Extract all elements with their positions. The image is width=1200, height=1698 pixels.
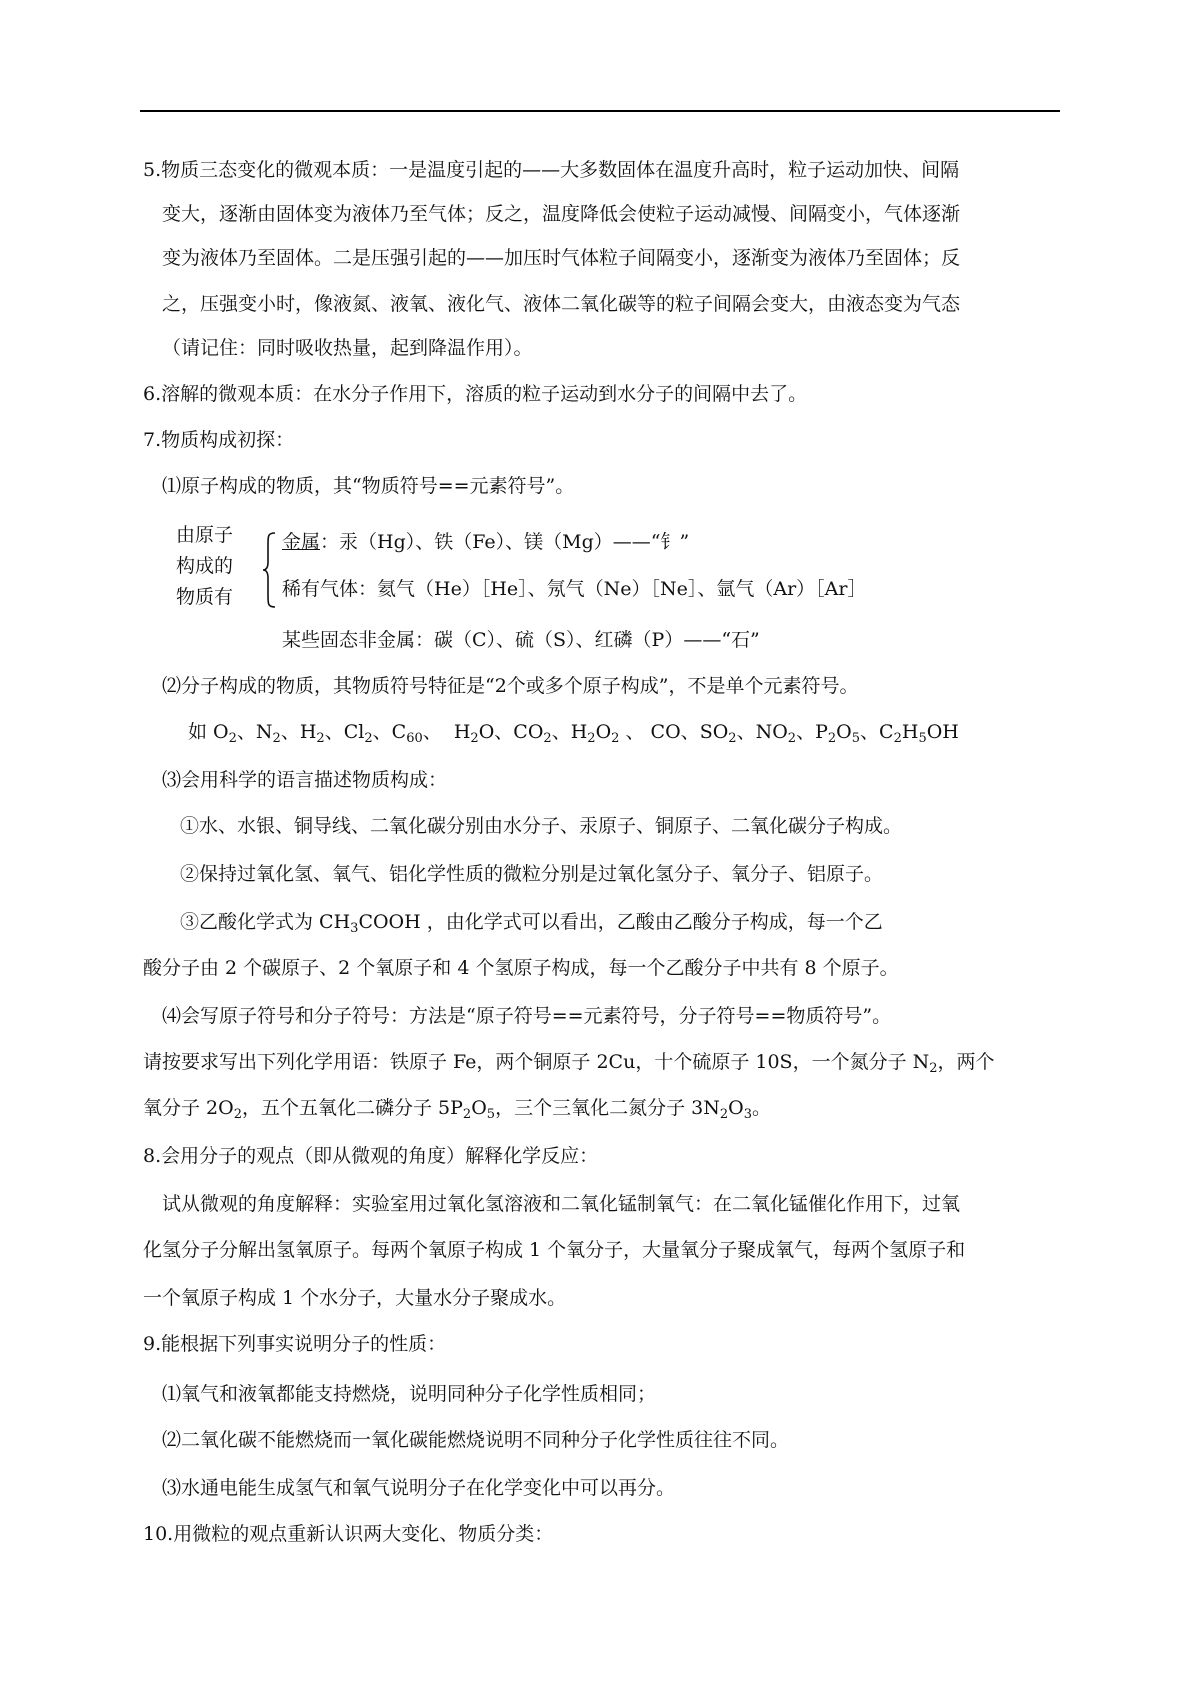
brace-label-2: 构成的	[176, 555, 234, 577]
s9-title: 9.能根据下列事实说明分子的性质：	[143, 1333, 447, 1355]
formula-list: 如 $O_2$、$N_2$、$H_2$、$Cl_2$、$C_{60}$、 $H_2O$、$CO_2$、$H_2O_2$ 、 CO、$SO_2$、$NO_2$、$P_2O_5$、$C_2H_5OH$	[188, 721, 959, 746]
s7-question-line-2: 氧分子 $2O_2$，五个五氧化二磷分子 $5P_2O_5$，三个三氧化二氮分子 $3N_2O_3$。	[143, 1097, 771, 1122]
metal-line	[282, 528, 689, 556]
s8-line-3: 一个氧原子构成 1 个水分子，大量水分子聚成水。	[143, 1287, 567, 1309]
metal-label: 金属	[282, 531, 321, 553]
s8-line-2: 化氢分子分解出氢氧原子。每两个氧原子构成 1 个氧分子，大量氧分子聚成氧气，每两个氢原子和	[143, 1239, 966, 1261]
s7-item-4: ⑷会写原子符号和分子符号：方法是“原子符号==元素符号，分子符号==物质符号”。	[162, 1005, 892, 1027]
rare-gas-line: 稀有气体：氦气（He）［He］、氖气（Ne）［Ne］、氩气（Ar）［Ar］	[282, 578, 867, 600]
s9-item-2: ⑵二氧化碳不能燃烧而一氧化碳能燃烧说明不同种分子化学性质往往不同。	[162, 1429, 790, 1451]
s7-question-line-1: 请按要求写出下列化学用语：铁原子 Fe，两个铜原子 2Cu，十个硫原子 10S，一个氮分子 $N_2$，两个	[143, 1051, 995, 1076]
s7-title: 7.物质构成初探：	[143, 429, 295, 451]
metal-text: ：汞（Hg）、铁（Fe）、镁（Mg）——“钅”	[320, 531, 690, 553]
s6-line: 6.溶解的微观本质：在水分子作用下，溶质的粒子运动到水分子的间隔中去了。	[143, 383, 808, 405]
s7-item-3-1: ①水、水银、铜导线、二氧化碳分别由水分子、汞原子、铜原子、二氧化碳分子构成。	[180, 815, 903, 837]
s9-item-3: ⑶水通电能生成氢气和氧气说明分子在化学变化中可以再分。	[162, 1477, 676, 1499]
s5-line-2: 变大，逐渐由固体变为液体乃至气体；反之，温度降低会使粒子运动减慢、间隔变小，气体逐渐	[162, 203, 961, 225]
s5-line-1: 5.物质三态变化的微观本质：一是温度引起的——大多数固体在温度升高时，粒子运动加快、间隔	[143, 159, 960, 181]
s7-item-3-2: ②保持过氧化氢、氧气、铝化学性质的微粒分别是过氧化氢分子、氧分子、铝原子。	[180, 863, 884, 885]
header-rule	[140, 110, 1060, 112]
s9-item-1: ⑴氧气和液氧都能支持燃烧，说明同种分子化学性质相同；	[162, 1383, 657, 1405]
s7-item-2: ⑵分子构成的物质，其物质符号特征是“2个或多个原子构成”，不是单个元素符号。	[162, 675, 859, 697]
s7-item-3-3-cont: 酸分子由 2 个碳原子、2 个氧原子和 4 个氢原子构成，每一个乙酸分子中共有 8 个原子。	[143, 957, 899, 979]
nonmetal-line: 某些固态非金属：碳（C）、硫（S）、红磷（P）——“石”	[282, 629, 760, 651]
s7-item-3-3: ③乙酸化学式为 $CH_3COOH$ ，由化学式可以看出，乙酸由乙酸分子构成，每一个乙	[180, 911, 883, 936]
s8-title: 8.会用分子的观点（即从微观的角度）解释化学反应：	[143, 1145, 599, 1167]
s8-line-1: 试从微观的角度解释：实验室用过氧化氢溶液和二氧化锰制氧气：在二氧化锰催化作用下，过氧	[162, 1193, 961, 1215]
s7-item-1: ⑴原子构成的物质，其“物质符号==元素符号”。	[162, 475, 575, 497]
s5-line-4: 之，压强变小时，像液氮、液氧、液化气、液体二氧化碳等的粒子间隔会变大，由液态变为气态	[162, 293, 961, 315]
s7-item-3: ⑶会用科学的语言描述物质构成：	[162, 769, 448, 791]
s5-line-3: 变为液体乃至固体。二是压强引起的——加压时气体粒子间隔变小，逐渐变为液体乃至固体；反	[162, 247, 961, 269]
brace-label-3: 物质有	[176, 586, 234, 608]
s10-title: 10.用微粒的观点重新认识两大变化、物质分类：	[143, 1523, 554, 1545]
s5-line-5: （请记住：同时吸收热量，起到降温作用）。	[162, 337, 533, 359]
curly-brace-icon	[262, 532, 276, 608]
brace-label-1: 由原子	[176, 524, 234, 546]
